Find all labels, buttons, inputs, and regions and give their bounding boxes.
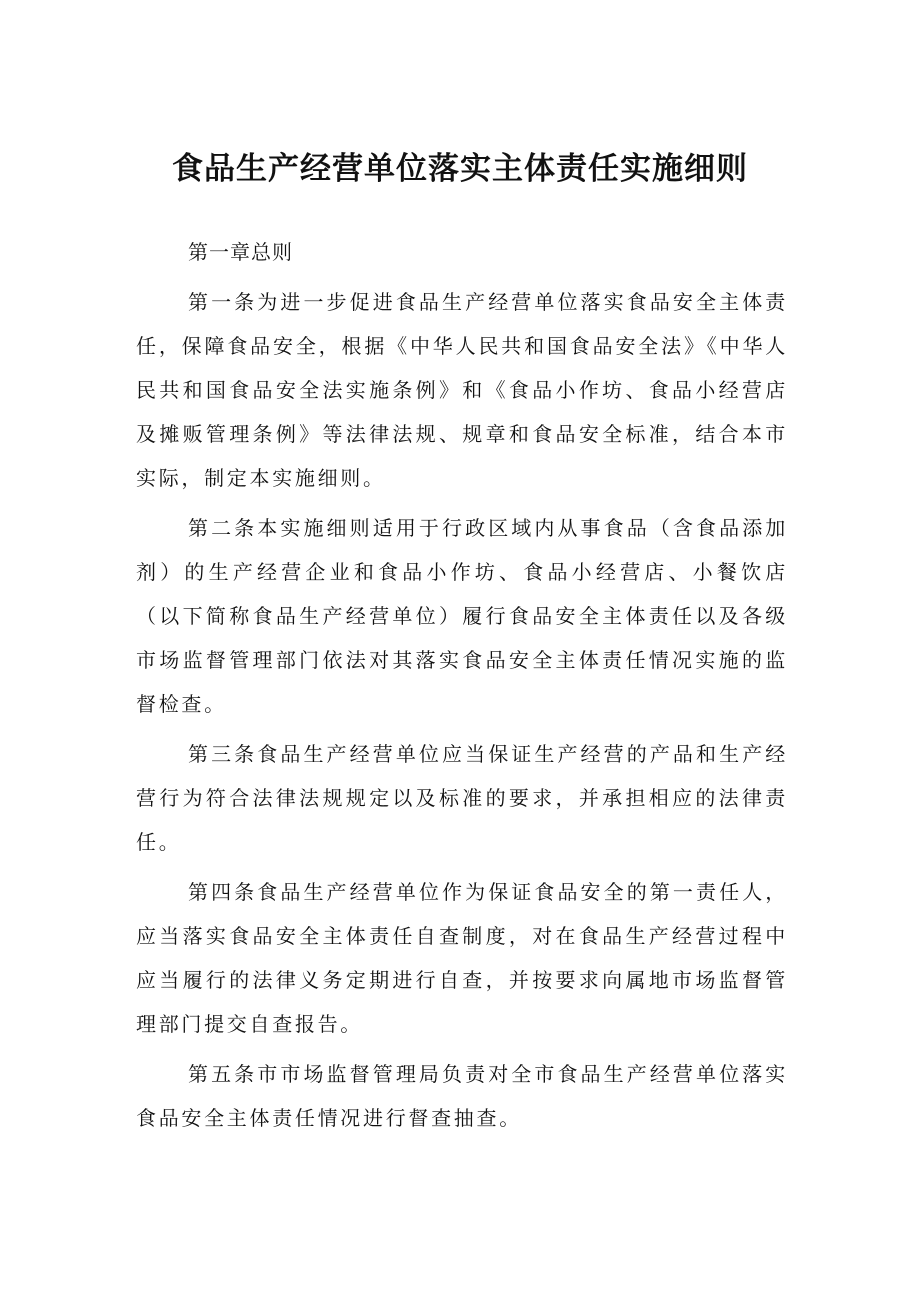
article-3: 第三条食品生产经营单位应当保证生产经营的产品和生产经营行为符合法律法规规定以及标准的要求，并承担相应的法律责任。 (136, 742, 788, 854)
article-2: 第二条本实施细则适用于行政区域内从事食品（含食品添加剂）的生产经营企业和食品小作坊、食品小经营店、小餐饮店（以下简称食品生产经营单位）履行食品安全主体责任以及各级市场监督管理部门依法对其落实食品安全主体责任情况实施的监督检查。 (136, 516, 788, 716)
article-5: 第五条市市场监督管理局负责对全市食品生产经营单位落实食品安全主体责任情况进行督查抽查。 (136, 1062, 788, 1130)
document-body (136, 230, 788, 1140)
chapter-heading: 第一章总则 (188, 240, 293, 264)
article-4: 第四条食品生产经营单位作为保证食品安全的第一责任人，应当落实食品安全主体责任自查制度，对在食品生产经营过程中应当履行的法律义务定期进行自查，并按要求向属地市场监督管理部门提交自查报告。 (136, 880, 788, 1036)
article-1: 第一条为进一步促进食品生产经营单位落实食品安全主体责任，保障食品安全，根据《中华人民共和国食品安全法》《中华人民共和国食品安全法实施条例》和《食品小作坊、食品小经营店及摊贩管理条例》等法律法规、规章和食品安全标准，结合本市实际，制定本实施细则。 (136, 290, 788, 490)
document-title: 食品生产经营单位落实主体责任实施细则 (172, 151, 748, 187)
